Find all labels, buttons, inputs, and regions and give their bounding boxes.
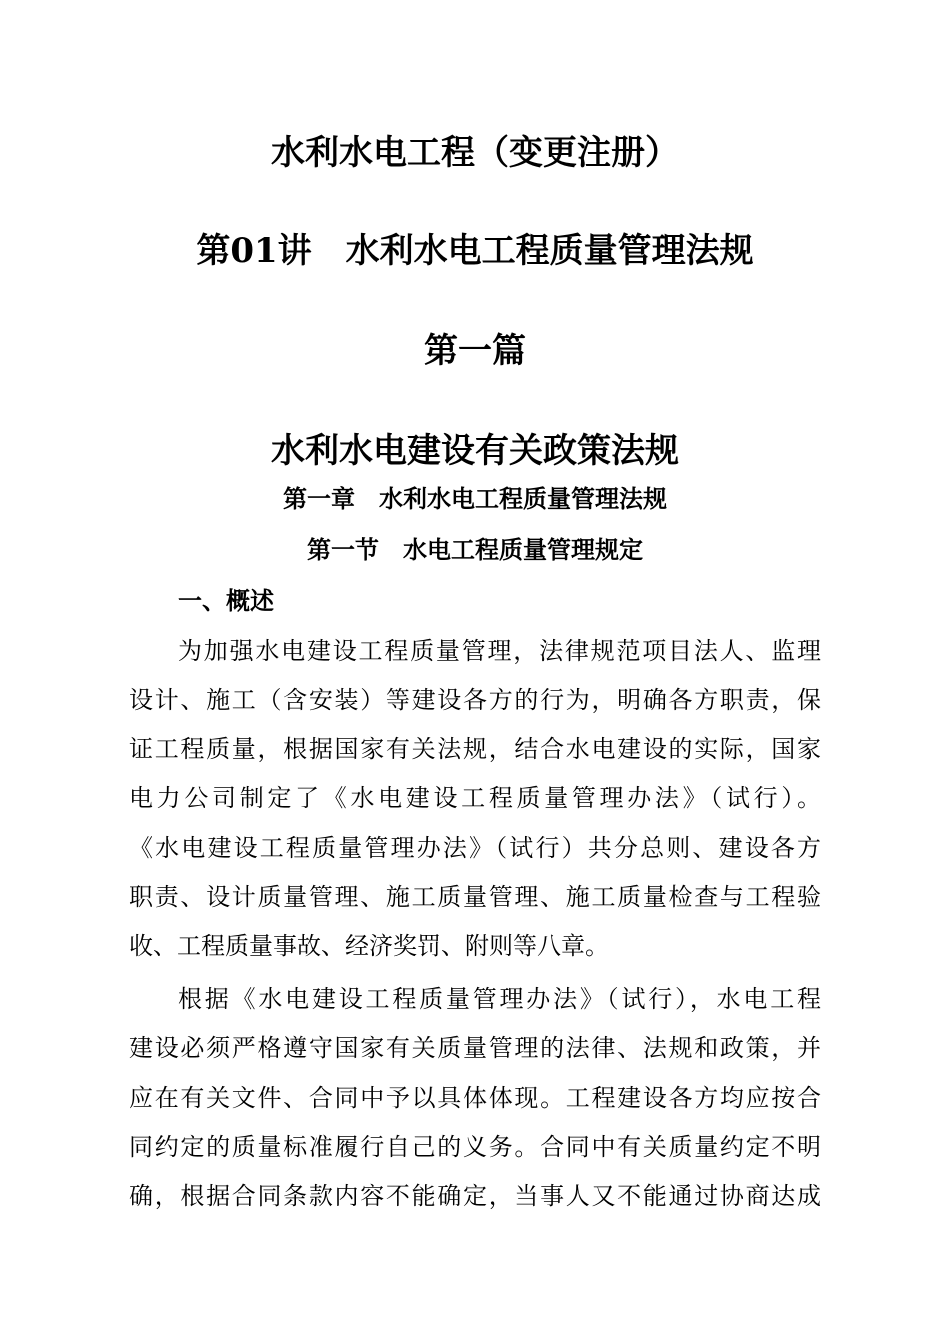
- section-heading: 第一节 水电工程质量管理规定: [307, 535, 643, 564]
- paragraph-line: 证工程质量，根据国家有关法规，结合水电建设的实际，国家: [129, 735, 821, 763]
- part-label: 第一篇: [424, 331, 526, 371]
- paragraph-line: 收、工程质量事故、经济奖罚、附则等八章。: [129, 932, 609, 960]
- lecture-title: 第01讲 水利水电工程质量管理法规: [196, 231, 754, 271]
- paragraph-line: 应在有关文件、合同中予以具体体现。工程建设各方均应按合: [129, 1084, 821, 1112]
- paragraph-line: 电力公司制定了《水电建设工程质量管理办法》（试行）。: [129, 784, 821, 812]
- paragraph-line: 《水电建设工程质量管理办法》（试行）共分总则、建设各方: [129, 834, 821, 862]
- subsection-heading: 一、概述: [178, 586, 274, 615]
- part-title: 水利水电建设有关政策法规: [271, 431, 679, 471]
- paragraph-line: 确，根据合同条款内容不能确定，当事人又不能通过协商达成: [129, 1182, 821, 1210]
- paragraph-line: 根据《水电建设工程质量管理办法》（试行），水电工程: [178, 985, 821, 1013]
- document-title: 水利水电工程（变更注册）: [271, 133, 679, 173]
- paragraph-line: 建设必须严格遵守国家有关质量管理的法律、法规和政策，并: [129, 1034, 821, 1062]
- paragraph-line: 同约定的质量标准履行自己的义务。合同中有关质量约定不明: [129, 1133, 821, 1161]
- paragraph-line: 为加强水电建设工程质量管理，法律规范项目法人、监理: [178, 637, 821, 665]
- paragraph-line: 职责、设计质量管理、施工质量管理、施工质量检查与工程验: [129, 883, 821, 911]
- paragraph-line: 设计、施工（含安装）等建设各方的行为，明确各方职责，保: [129, 686, 821, 714]
- chapter-heading: 第一章 水利水电工程质量管理法规: [283, 484, 667, 513]
